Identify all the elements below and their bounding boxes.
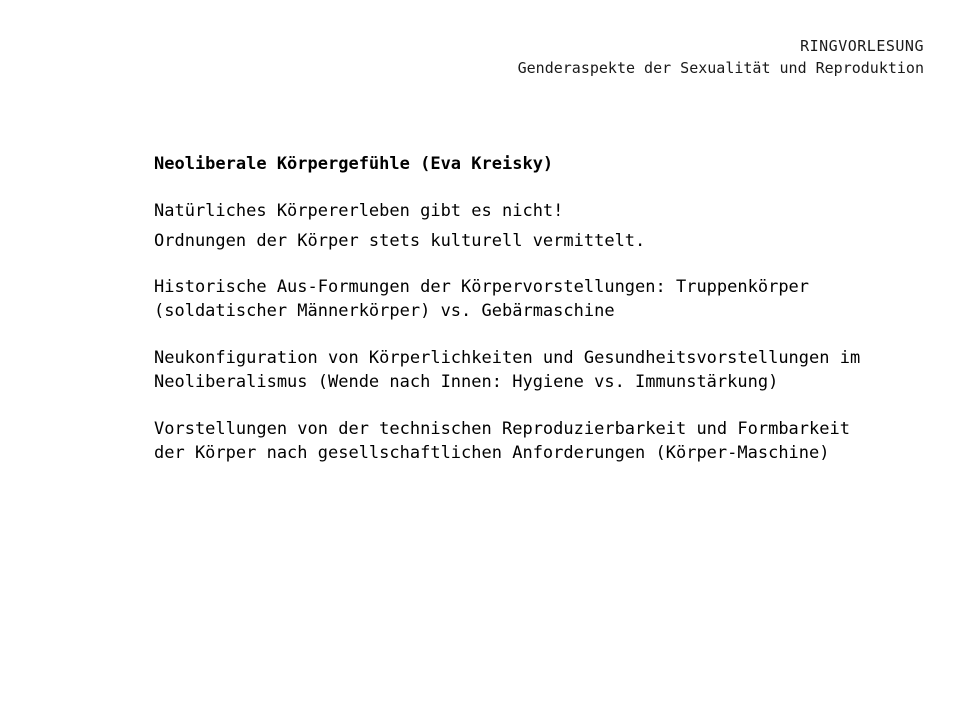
lecture-series-subtitle: Genderaspekte der Sexualität und Reproduktion xyxy=(517,59,924,77)
slide-title: Neoliberale Körpergefühle (Eva Kreisky) xyxy=(154,154,554,174)
intro-block xyxy=(154,200,874,253)
intro-line: Natürliches Körpererleben gibt es nicht! xyxy=(154,201,564,221)
slide-header xyxy=(518,35,924,79)
paragraph-neoliberal-reconfiguration: Neukonfiguration von Körperlichkeiten und Gesundheitsvorstellungen im Neoliberalismus (Wende nach Innen: Hygiene vs. Immunstärkung) xyxy=(154,348,861,392)
intro-line: Ordnungen der Körper stets kulturell vermittelt. xyxy=(154,231,646,251)
paragraph-historical-forms: Historische Aus-Formungen der Körpervorstellungen: Truppenkörper (soldatischer Männerkörper) vs. Gebärmaschine xyxy=(154,277,810,321)
lecture-series-title: RINGVORLESUNG xyxy=(800,37,924,55)
slide-body xyxy=(154,153,874,488)
paragraph-body-machine: Vorstellungen von der technischen Reproduzierbarkeit und Formbarkeit der Körper nach gesellschaftlichen Anforderungen (Körper-Maschine) xyxy=(154,419,850,463)
